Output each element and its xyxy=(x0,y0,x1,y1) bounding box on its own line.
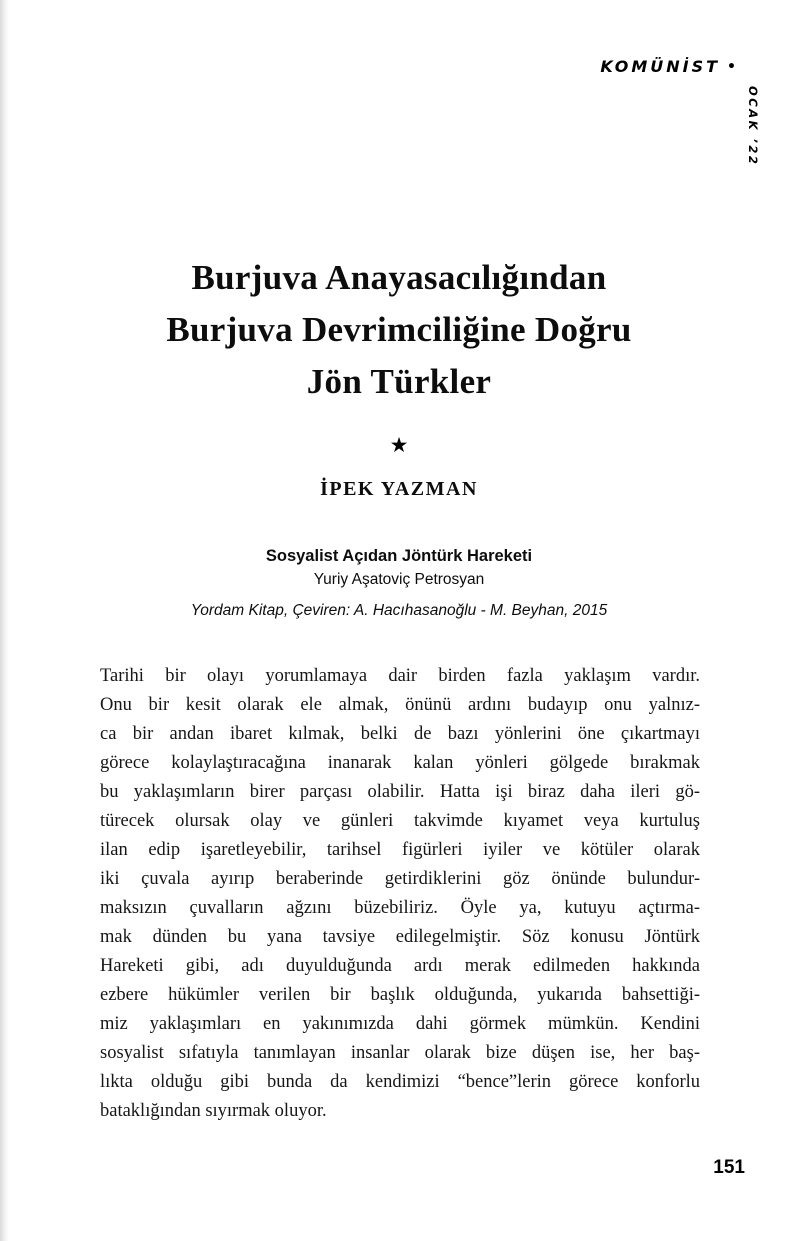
page-number: 151 xyxy=(713,1157,745,1178)
body-line: türecek olursak olay ve günleri takvimde kıyamet veya kurtuluş xyxy=(100,811,700,831)
title-line-3: Jön Türkler xyxy=(306,362,492,401)
book-reference-edition: Yordam Kitap, Çeviren: A. Hacıhasanoğlu - M. Beyhan, 2015 xyxy=(190,602,608,619)
body-line: maksızın çuvalların ağzını büzebiliriz. Öyle ya, kutuyu açtırma- xyxy=(100,898,700,918)
body-paragraph xyxy=(100,662,700,1126)
title-line-1: Burjuva Anayasacılığından xyxy=(191,258,607,297)
body-line: mak dünden bu yana tavsiye edilegelmiştir. Söz konusu Jöntürk xyxy=(100,927,700,947)
body-line: ezbere hükümler verilen bir başlık olduğunda, yukarıda bahsettiği- xyxy=(100,985,700,1005)
book-reference-title: Sosyalist Açıdan Jöntürk Hareketi xyxy=(265,547,533,565)
body-line: bu yaklaşımların birer parçası olabilir. Hatta işi biraz daha ileri gö- xyxy=(100,782,700,802)
magazine-name: KOMÜNİST xyxy=(600,57,721,76)
masthead-bullet-icon: • xyxy=(727,59,736,75)
body-line: iki çuvala ayırıp beraberinde getirdiklerini göz önünde bulundur- xyxy=(100,869,700,889)
body-line: bataklığından sıyırmak oluyor. xyxy=(100,1101,327,1121)
body-line: Hareketi gibi, adı duyulduğunda ardı merak edilmeden hakkında xyxy=(100,956,700,976)
body-line: ilan edip işaretleyebilir, tarihsel figürleri iyiler ve kötüler olarak xyxy=(100,840,700,860)
body-line: lıkta olduğu gibi bunda da kendimizi “bence”lerin görece konforlu xyxy=(100,1072,700,1092)
article-title xyxy=(0,252,798,408)
body-line: sosyalist sıfatıyla tanımlayan insanlar olarak bize düşen ise, her baş- xyxy=(100,1043,700,1063)
article-author: İPEK YAZMAN xyxy=(320,478,478,500)
issue-label: OCAK ’22 xyxy=(746,86,760,167)
page-edge-shading xyxy=(0,0,9,1241)
star-divider-icon: ★ xyxy=(389,433,409,457)
body-line: miz yaklaşımları en yakınımızda dahi görmek mümkün. Kendini xyxy=(100,1014,700,1034)
body-line: ca bir andan ibaret kılmak, belki de bazı yönlerini öne çıkartmayı xyxy=(100,724,700,744)
masthead xyxy=(600,57,736,76)
book-reference-author: Yuriy Aşatoviç Petrosyan xyxy=(313,571,485,588)
body-line: görece kolaylaştıracağına inanarak kalan yönleri gölgede bırakmak xyxy=(100,753,700,773)
body-line: Onu bir kesit olarak ele almak, önünü ardını budayıp onu yalnız- xyxy=(100,695,700,715)
body-line: Tarihi bir olayı yorumlamaya dair birden fazla yaklaşım vardır. xyxy=(100,666,700,686)
title-line-2: Burjuva Devrimciliğine Doğru xyxy=(166,310,632,349)
